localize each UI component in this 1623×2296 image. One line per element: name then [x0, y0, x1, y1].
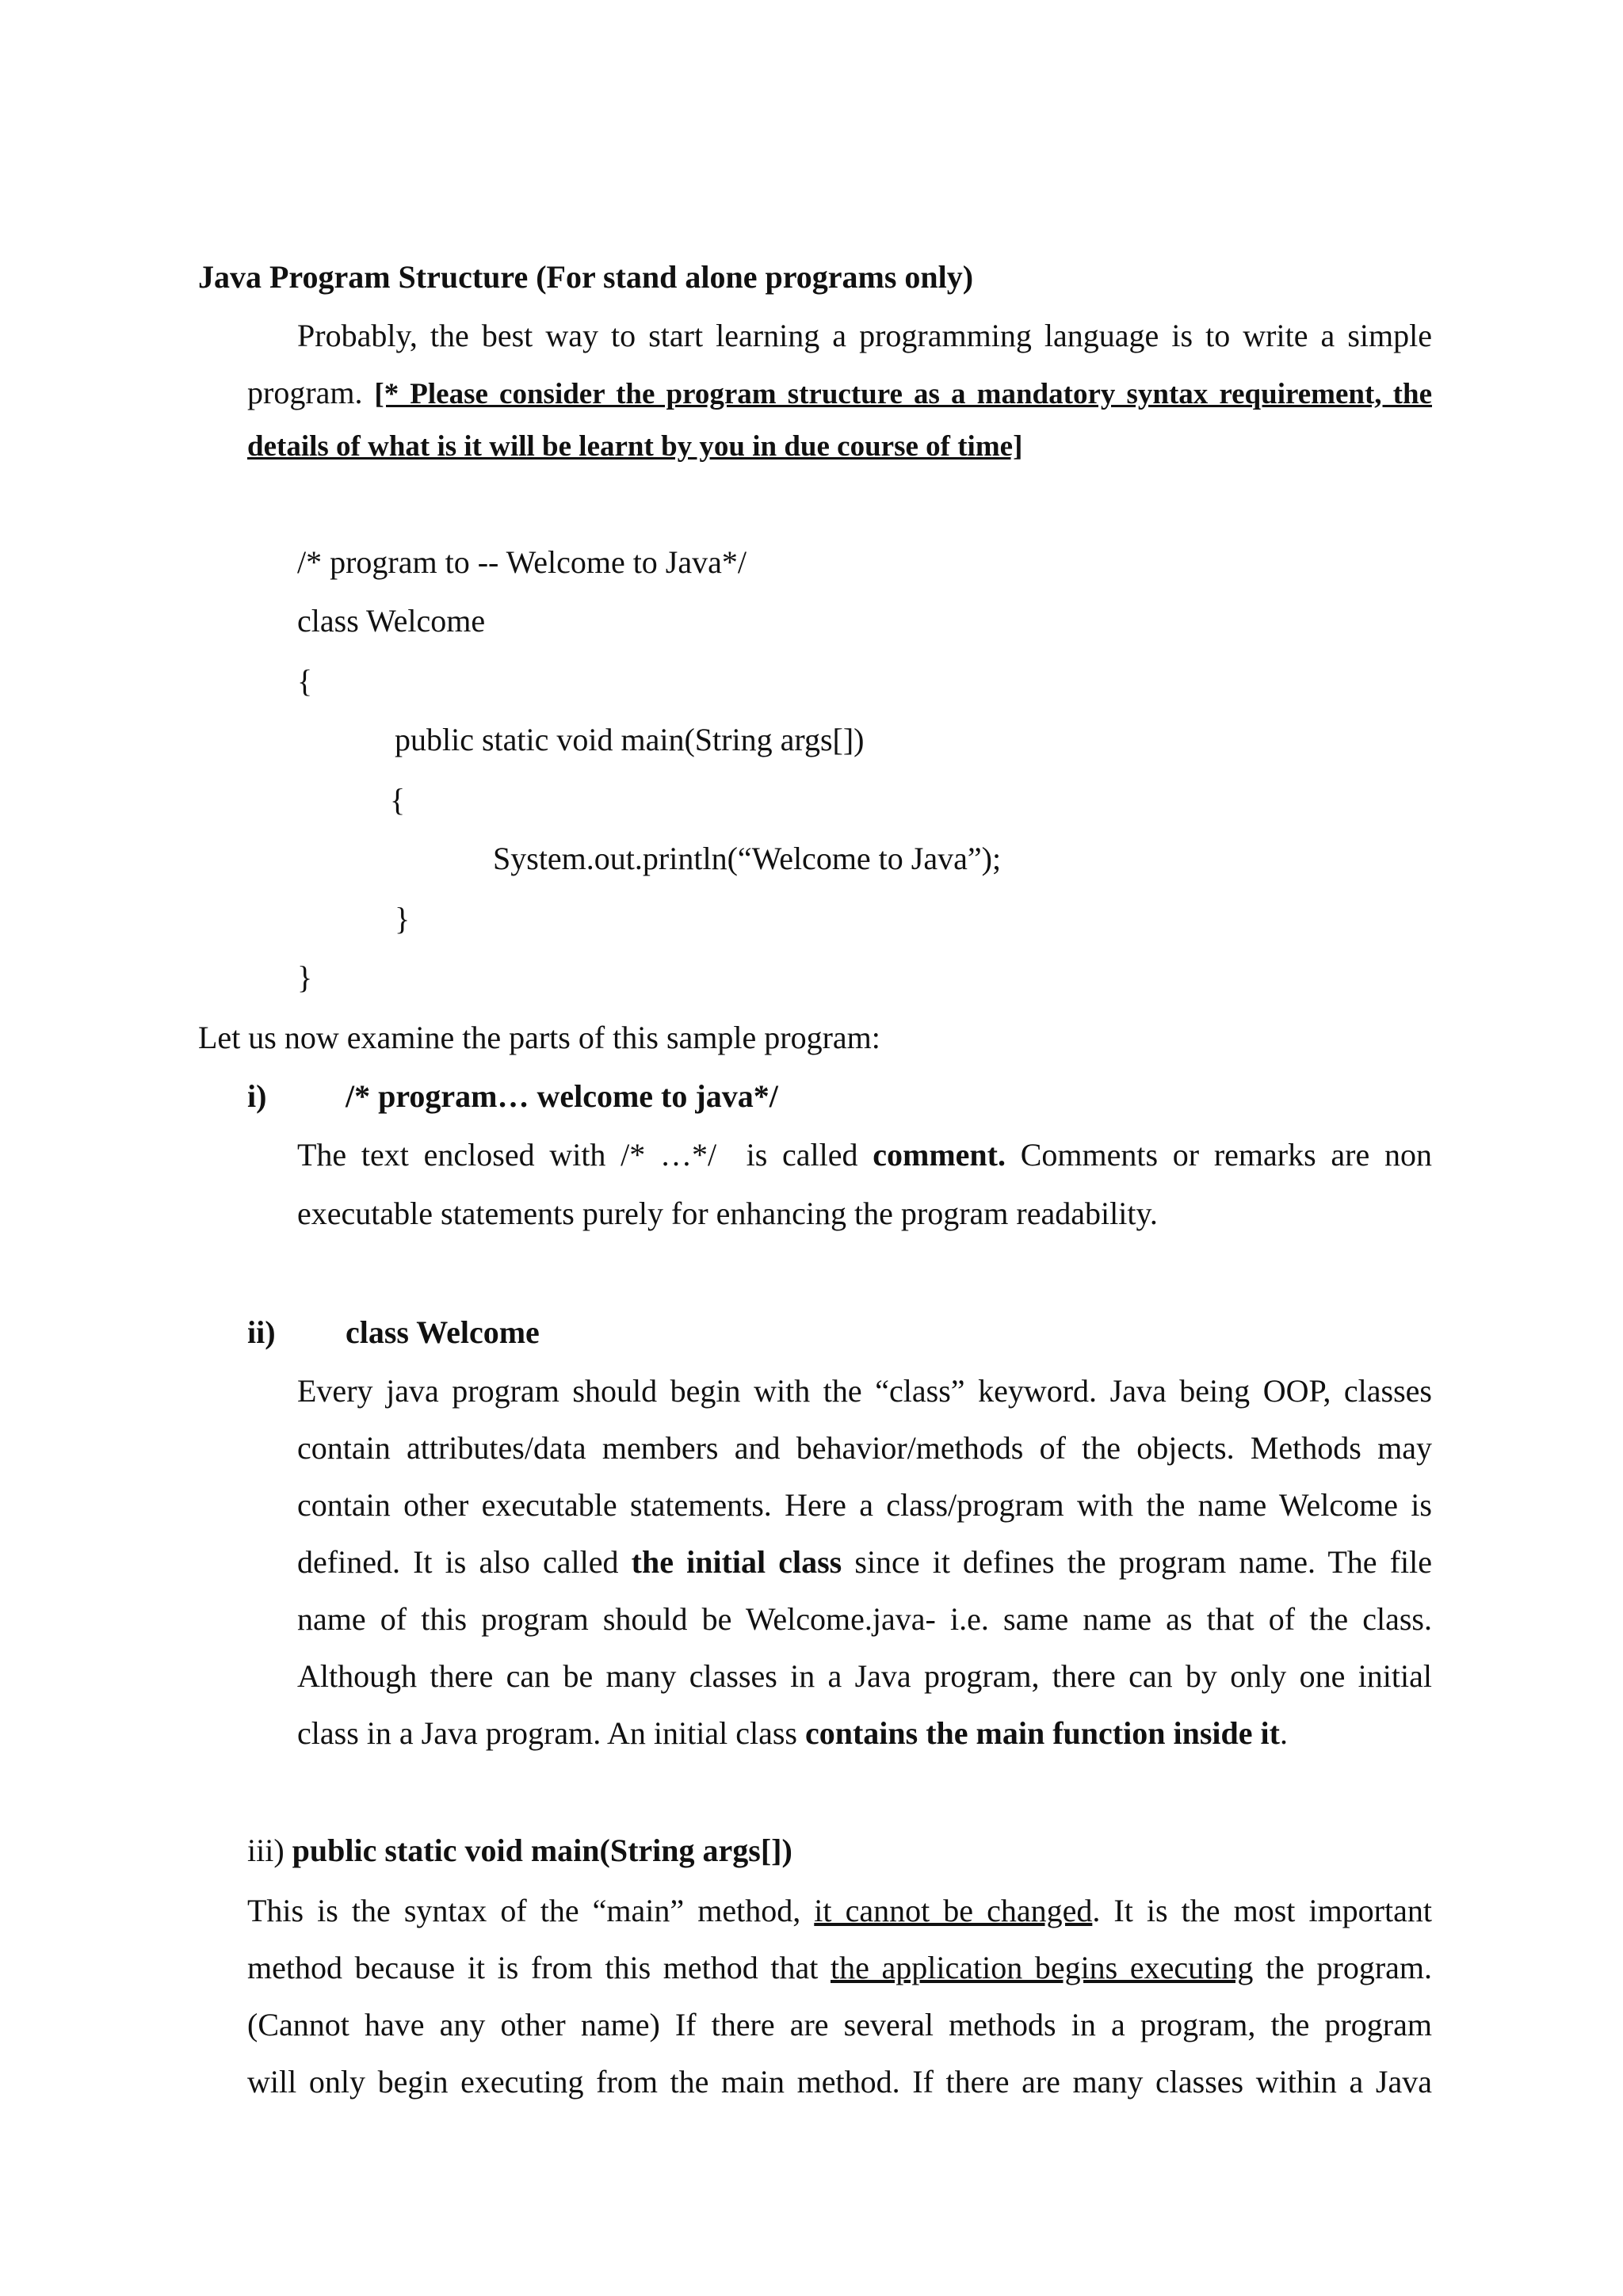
part3-line-4: will only begin executing from the main method. If there are many classes within a Java [247, 2064, 1432, 2100]
note-line-2: details of what is it will be learnt by you in due course of time] [247, 430, 1023, 463]
code-open-brace: { [297, 663, 313, 699]
examine-line: Let us now examine the parts of this sample program: [198, 1020, 880, 1055]
part3-line-3: (Cannot have any other name) If there are several methods in a program, the program [247, 2007, 1432, 2042]
part3-heading [247, 1832, 792, 1870]
part1-line-1-a: The text enclosed with /* …*/ is called [297, 1137, 873, 1173]
part3-line-2-a: method because it is from this method that [247, 1950, 831, 1985]
part2-title: class Welcome [346, 1314, 540, 1350]
code-comment: /* program to -- Welcome to Java*/ [297, 544, 747, 580]
code-main-signature: public static void main(String args[]) [395, 722, 865, 757]
part3-line-1 [247, 1892, 1432, 1930]
part3-line-2-c: the program. [1253, 1950, 1432, 1985]
part1-line-2: executable statements purely for enhancing the program readability. [297, 1196, 1158, 1231]
part3-number: iii) [247, 1833, 292, 1868]
part2-line-7-a: class in a Java program. An initial class [297, 1715, 805, 1751]
code-close-brace: } [297, 959, 313, 995]
part2-line-2: contain attributes/data members and behavior/methods of the objects. Methods may [297, 1430, 1432, 1466]
part1-line-1-c: Comments or remarks are non [1005, 1137, 1432, 1173]
part3-title: public static void main(String args[]) [292, 1833, 792, 1868]
part1-title: /* program… welcome to java*/ [346, 1078, 778, 1114]
main-function-phrase: contains the main function inside it [804, 1715, 1280, 1751]
part1-line-1 [297, 1136, 1432, 1174]
part2-line-3: contain other executable statements. Here a class/program with the name Welcome is [297, 1487, 1432, 1523]
part3-line-2 [247, 1949, 1432, 1987]
initial-class-term: the initial class [631, 1544, 842, 1580]
part1-number: i) [247, 1078, 267, 1114]
part2-line-5: name of this program should be Welcome.java- i.e. same name as that of the class. [297, 1601, 1432, 1637]
part2-line-6: Although there can be many classes in a Java program, there can by only one initial [297, 1658, 1432, 1694]
part2-line-1: Every java program should begin with the “class” keyword. Java being OOP, classes [297, 1373, 1432, 1409]
part2-line-7-c: . [1279, 1715, 1288, 1751]
note-line-1: [* Please consider the program structure as a mandatory syntax requirement, the [374, 378, 1432, 410]
part2-line-4-a: defined. It is also called [297, 1544, 632, 1580]
begins-executing-phrase: the application begins executing [830, 1950, 1254, 1985]
part2-number: ii) [247, 1314, 276, 1350]
comment-term: comment. [873, 1137, 1006, 1173]
intro-line-1: Probably, the best way to start learning a programming language is to write a simple [297, 318, 1432, 353]
part2-line-4 [297, 1543, 1432, 1581]
cannot-be-changed-phrase: it cannot be changed [814, 1893, 1093, 1928]
part2-line-7 [297, 1714, 1288, 1753]
code-println: System.out.println(“Welcome to Java”); [493, 841, 1002, 876]
intro-line-2 [247, 374, 1432, 414]
code-class-decl: class Welcome [297, 603, 486, 639]
code-inner-close-brace: } [395, 901, 411, 936]
intro-lead: program. [247, 375, 375, 410]
part3-line-1-a: This is the syntax of the “main” method, [247, 1893, 815, 1928]
part2-line-4-c: since it defines the program name. The file [842, 1544, 1432, 1580]
code-inner-open-brace: { [390, 782, 406, 818]
page-heading: Java Program Structure (For stand alone programs only) [198, 259, 974, 295]
part3-line-1-c: . It is the most important [1092, 1893, 1432, 1928]
